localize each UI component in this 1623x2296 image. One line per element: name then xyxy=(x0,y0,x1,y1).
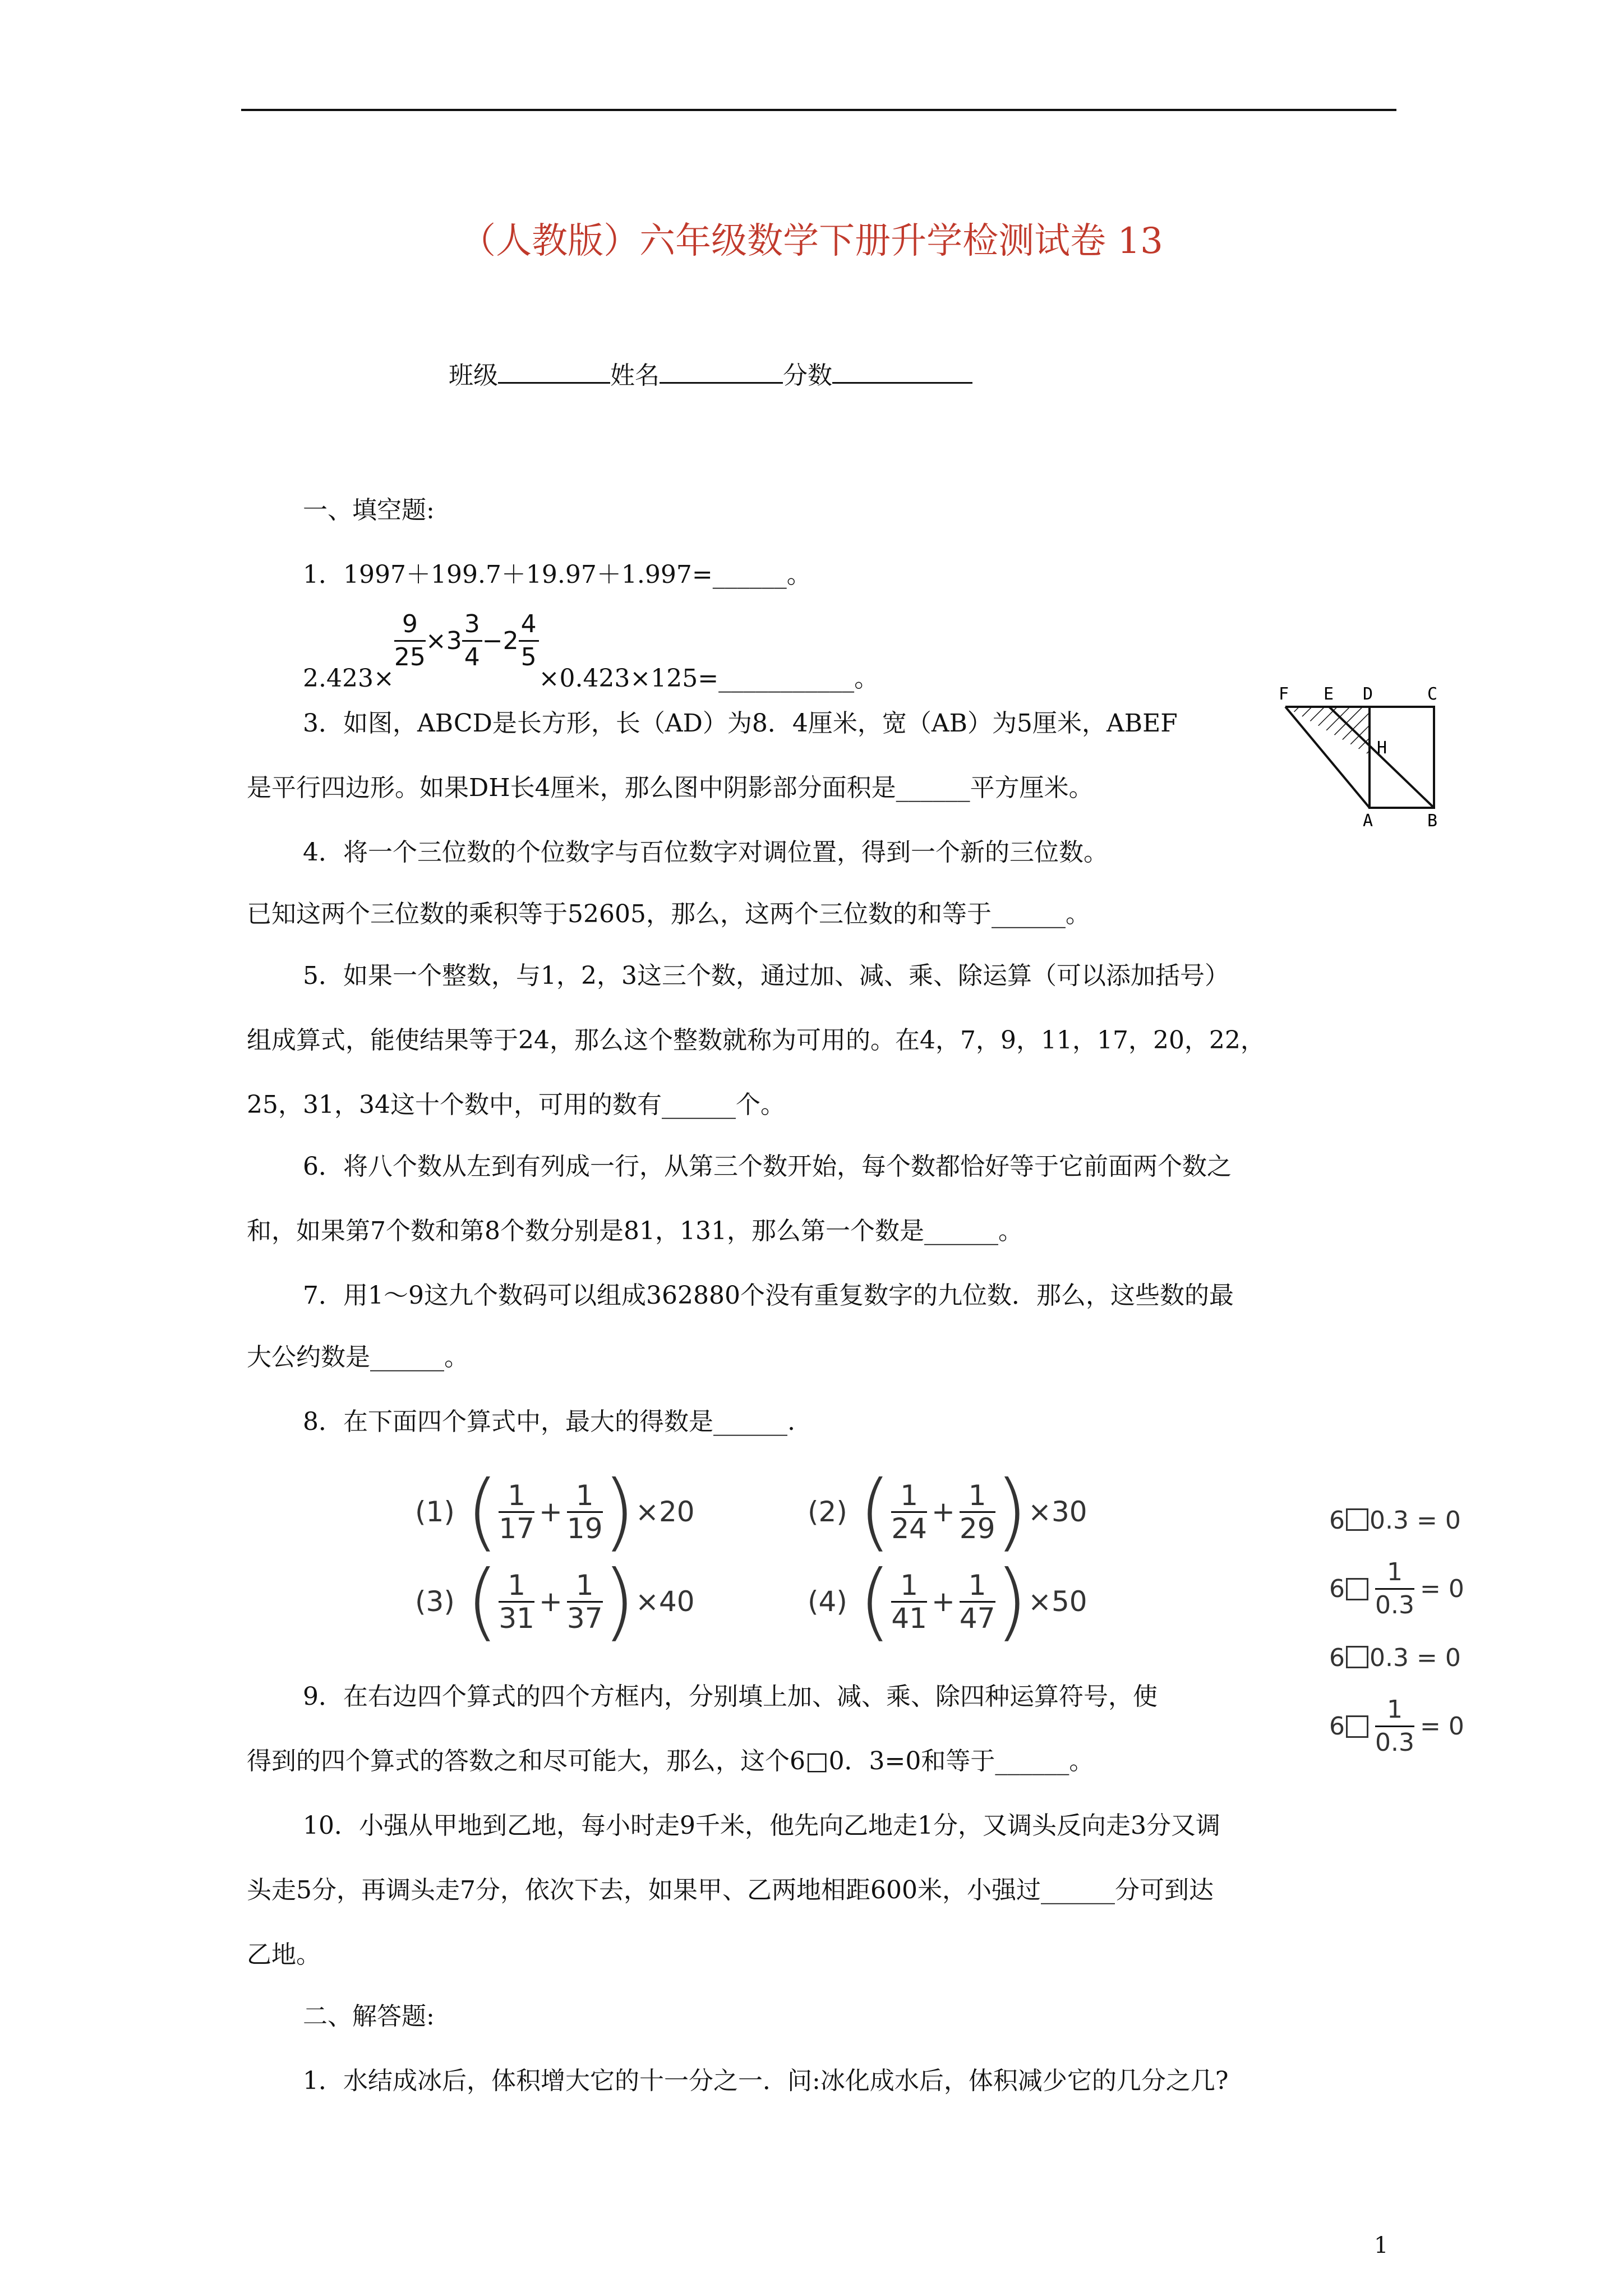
header-rule xyxy=(241,109,1396,111)
q8-option-4: (4) ( $\frac{1}{41}$ + $\frac{1}{47}$ ) ×50 xyxy=(808,1553,1087,1650)
class-label: 班级 xyxy=(449,361,498,390)
question-10-line1: 10．小强从甲地到乙地，每小时走9千米，他先向乙地走1分，又调头反向走3分又调 xyxy=(303,1811,1220,1840)
question-9-line2: 得到的四个算式的答数之和尽可能大，那么，这个6□0．3=0和等于______。 xyxy=(247,1747,1094,1775)
name-label: 姓名 xyxy=(610,361,660,390)
question-7-line2: 大公约数是______。 xyxy=(247,1343,469,1372)
q9-expr-2: 6 $\frac{1}{0.3}$ = 0 xyxy=(1329,1558,1464,1619)
label-B: B xyxy=(1427,811,1438,830)
fraction: $\frac{3}{4}$ xyxy=(462,609,482,673)
operator-box[interactable] xyxy=(1346,1578,1368,1600)
operator-box[interactable] xyxy=(1346,1715,1368,1738)
fraction: $\frac{4}{5}$ xyxy=(519,609,539,673)
section2-question-1: 1．水结成冰后，体积增大它的十一分之一．问:冰化成水后，体积减少它的几分之几? xyxy=(303,2067,1229,2095)
label-E: E xyxy=(1324,684,1334,704)
score-field[interactable] xyxy=(832,360,972,384)
question-2-expression: $\frac{9}{25}$ ×3 $\frac{3}{4}$ −2 $\frac{4}{5}$ xyxy=(394,609,539,673)
class-field[interactable] xyxy=(498,360,610,384)
label-A: A xyxy=(1363,811,1373,830)
q8-option-2: (2) ( $\frac{1}{24}$ + $\frac{1}{29}$ ) ×30 xyxy=(808,1463,1087,1561)
q9-expr-4: 6 $\frac{1}{0.3}$ = 0 xyxy=(1329,1695,1464,1757)
question-10-line2: 头走5分，再调头走7分，依次下去，如果甲、乙两地相距600米，小强过______分可到达 xyxy=(247,1876,1214,1904)
question-5-line1: 5．如果一个整数，与1，2，3这三个数，通过加、减、乘、除运算（可以添加括号） xyxy=(303,961,1229,990)
question-3-line1: 3．如图，ABCD是长方形，长（AD）为8．4厘米，宽（AB）为5厘米，ABEF xyxy=(303,709,1178,738)
operator-box[interactable] xyxy=(1346,1508,1368,1531)
question-2: 2.423× $\frac{9}{25}$ ×3 $\frac{3}{4}$ −2 $\frac{4}{5}$ ×0.423×125=___________。 xyxy=(303,610,879,693)
q9-expr-1: 6 0.3 = 0 xyxy=(1329,1506,1461,1535)
info-line xyxy=(449,359,972,393)
page-number: 1 xyxy=(1374,2233,1389,2258)
question-9-line1: 9．在右边四个算式的四个方框内，分别填上加、减、乘、除四种运算符号，使 xyxy=(303,1682,1158,1711)
q9-expr-3: 6 0.3 = 0 xyxy=(1329,1644,1461,1672)
section1-heading: 一、填空题: xyxy=(303,496,435,524)
label-F: F xyxy=(1279,684,1289,704)
label-D: D xyxy=(1363,684,1373,704)
question-6-line1: 6．将八个数从左到有列成一行，从第三个数开始，每个数都恰好等于它前面两个数之 xyxy=(303,1152,1232,1181)
label-H: H xyxy=(1377,738,1387,758)
score-label: 分数 xyxy=(783,361,832,390)
section2-heading: 二、解答题: xyxy=(303,2002,435,2031)
name-field[interactable] xyxy=(660,360,783,384)
question-5-line3: 25，31，34这十个数中，可用的数有______个。 xyxy=(247,1091,785,1119)
question-4-line1: 4．将一个三位数的个位数字与百位数字对调位置，得到一个新的三位数。 xyxy=(303,838,1108,867)
operator-box[interactable] xyxy=(1346,1646,1368,1668)
question-4-line2: 已知这两个三位数的乘积等于52605，那么，这两个三位数的和等于______。 xyxy=(247,900,1090,928)
question-1: 1．1997＋199.7＋19.97＋1.997=______。 xyxy=(303,560,811,589)
question-3-line2: 是平行四边形。如果DH长4厘米，那么图中阴影部分面积是______平方厘米。 xyxy=(247,774,1094,802)
question-5-line2: 组成算式，能使结果等于24，那么这个整数就称为可用的。在4，7，9，11，17，20，22， xyxy=(247,1026,1265,1055)
geometry-figure xyxy=(1273,682,1441,830)
question-10-line3: 乙地。 xyxy=(247,1940,321,1969)
question-6-line2: 和，如果第7个数和第8个数分别是81，131，那么第一个数是______。 xyxy=(247,1217,1023,1245)
q8-option-1: (1) ( $\frac{1}{17}$ + $\frac{1}{19}$ ) ×20 xyxy=(415,1463,695,1561)
q8-option-3: (3) ( $\frac{1}{31}$ + $\frac{1}{37}$ ) ×40 xyxy=(415,1553,695,1650)
page-title: （人教版）六年级数学下册升学检测试卷 13 xyxy=(460,220,1163,262)
question-7-line1: 7．用1～9这九个数码可以组成362880个没有重复数字的九位数．那么，这些数的最 xyxy=(303,1281,1234,1310)
question-8: 8．在下面四个算式中，最大的得数是______. xyxy=(303,1407,795,1436)
fraction: $\frac{9}{25}$ xyxy=(394,610,426,671)
label-C: C xyxy=(1427,684,1438,704)
